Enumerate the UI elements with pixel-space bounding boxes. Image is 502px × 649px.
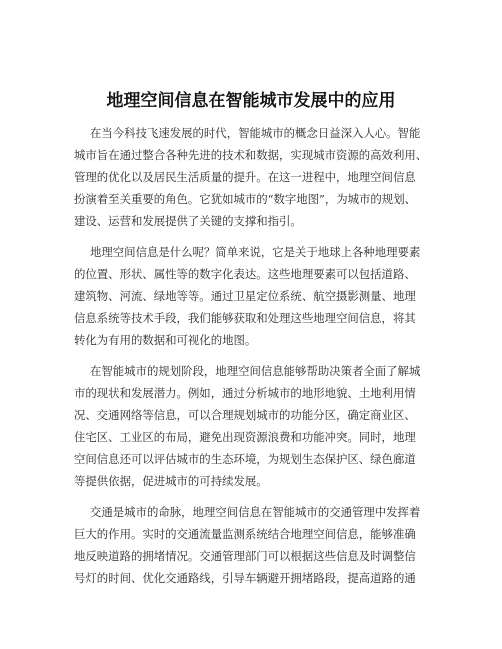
paragraph-line: 巨大的作用。实时的交通流量监测系统结合地理空间信息，能够准确 [74,527,416,541]
document-body [74,122,434,598]
paragraph-line: 等提供依据，促进城市的可持续发展。 [74,474,268,488]
document-title: 地理空间信息在智能城市发展中的应用 [106,91,396,111]
paragraph-line: 城市旨在通过整合各种先进的技术和数据，实现城市资源的高效利用、 [74,148,428,162]
paragraph-line: 在当今科技飞速发展的时代，智能城市的概念日益深入人心。智能 [90,126,421,140]
paragraph-4 [74,501,434,589]
paragraph-line: 建筑物、河流、绿地等等。通过卫星定位系统、航空摄影测量、地理 [74,289,416,303]
paragraph-3 [74,360,434,492]
paragraph-line: 的位置、形状、属性等的数字化表达。这些地理要素可以包括道路、 [74,267,416,281]
paragraph-line: 交通是城市的命脉，地理空间信息在智能城市的交通管理中发挥着 [90,505,421,519]
paragraph-2 [74,241,434,351]
paragraph-line: 地反映道路的拥堵情况。交通管理部门可以根据这些信息及时调整信 [74,549,416,563]
paragraph-line: 空间信息还可以评估城市的生态环境，为规划生态保护区、绿色廊道 [74,452,416,466]
paragraph-line: 地理空间信息是什么呢？简单来说，它是关于地球上各种地理要素 [90,245,421,259]
paragraph-line: 住宅区、工业区的布局，避免出现资源浪费和功能冲突。同时，地理 [74,430,416,444]
paragraph-line: 况、交通网络等信息，可以合理规划城市的功能分区，确定商业区、 [74,408,416,422]
paragraph-line: 转化为有用的数据和可视化的地图。 [74,333,257,347]
paragraph-line: 信息系统等技术手段，我们能够获取和处理这些地理空间信息，将其 [74,311,416,325]
paragraph-line: 市的现状和发展潜力。例如，通过分析城市的地形地貌、土地利用情 [74,386,416,400]
paragraph-line: 号灯的时间、优化交通路线，引导车辆避开拥堵路段，提高道路的通 [74,571,416,585]
paragraph-line: 在智能城市的规划阶段，地理空间信息能够帮助决策者全面了解城 [90,364,421,378]
paragraph-line: 管理的优化以及居民生活质量的提升。在这一进程中，地理空间信息 [74,170,416,184]
paragraph-line: 建设、运营和发展提供了关键的支撑和指引。 [74,214,302,228]
paragraph-1 [74,122,434,232]
paragraph-line: 扮演着至关重要的角色。它犹如城市的“数字地图”，为城市的规划、 [74,192,416,206]
